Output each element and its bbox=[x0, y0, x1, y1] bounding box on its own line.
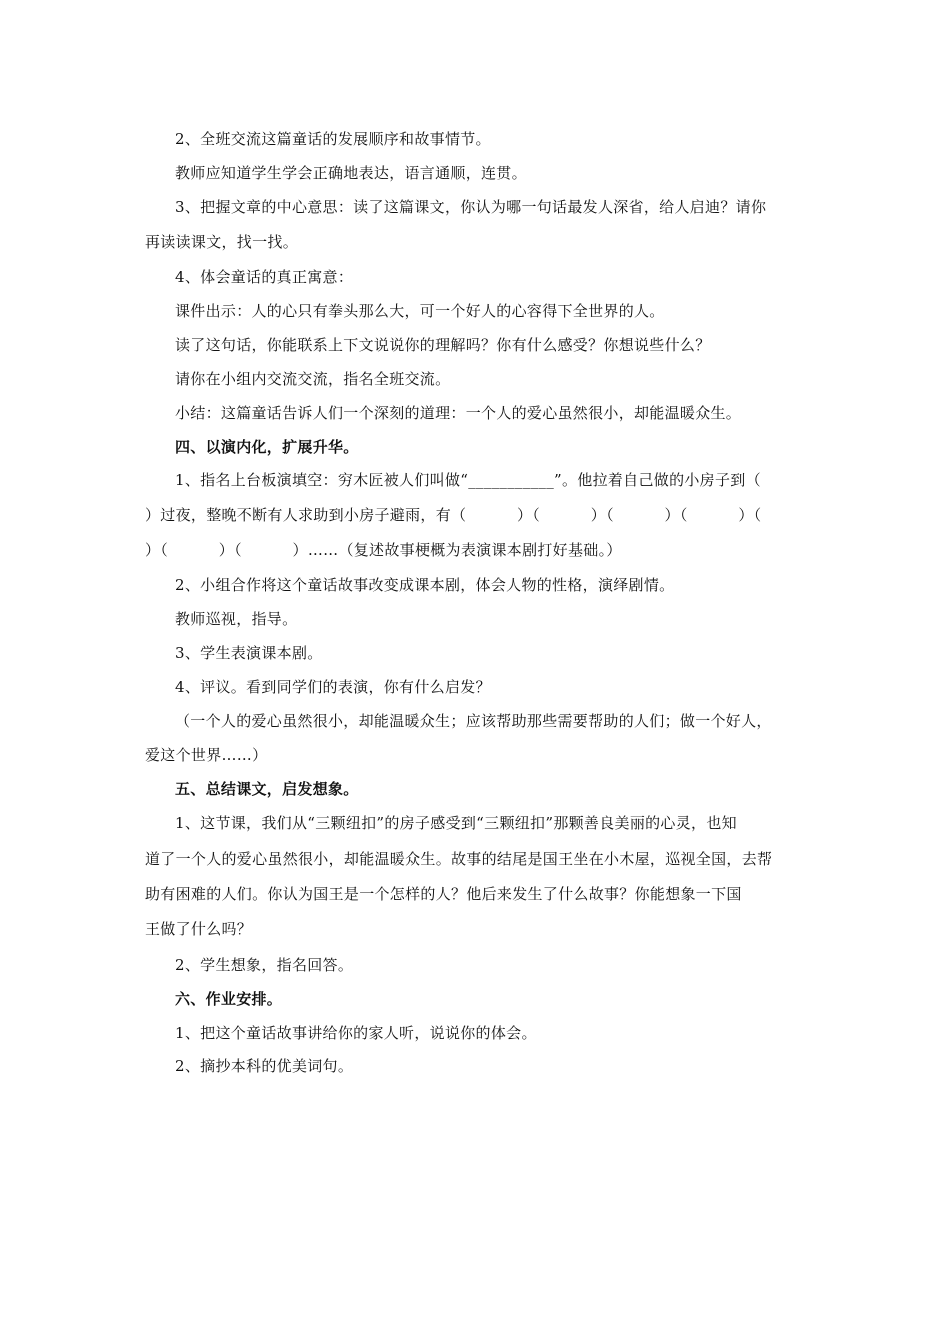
paragraph-line: 3、学生表演课本剧。 bbox=[175, 644, 323, 662]
paragraph-line: 爱这个世界……） bbox=[145, 746, 268, 764]
paragraph-line: 王做了什么吗？ bbox=[145, 920, 253, 938]
paragraph-line: （一个人的爱心虽然很小，却能温暖众生；应该帮助那些需要帮助的人们；做一个好人， bbox=[175, 712, 772, 730]
paragraph-line: 4、评议。看到同学们的表演，你有什么启发？ bbox=[175, 678, 491, 696]
paragraph-line: 教师应知道学生学会正确地表达，语言通顺，连贯。 bbox=[175, 164, 527, 182]
paragraph-line: 读了这句话，你能联系上下文说说你的理解吗？你有什么感受？你想说些什么？ bbox=[175, 336, 711, 354]
paragraph-line: 2、全班交流这篇童话的发展顺序和故事情节。 bbox=[175, 130, 491, 148]
section-heading: 五、总结课文，启发想象。 bbox=[175, 780, 359, 798]
paragraph-line: 小结：这篇童话告诉人们一个深刻的道理：一个人的爱心虽然很小，却能温暖众生。 bbox=[175, 404, 742, 422]
paragraph-line: 4、体会童话的真正寓意： bbox=[175, 268, 354, 286]
section-heading: 六、作业安排。 bbox=[175, 990, 283, 1008]
paragraph-line: ）（ ）（ ）……（复述故事梗概为表演课本剧打好基础。） bbox=[145, 541, 622, 559]
paragraph-line: 助有困难的人们。你认为国王是一个怎样的人？他后来发生了什么故事？你能想象一下国 bbox=[145, 885, 742, 903]
section-heading: 四、以演内化，扩展升华。 bbox=[175, 438, 359, 456]
paragraph-line: 2、小组合作将这个童话故事改变成课本剧，体会人物的性格，演绎剧情。 bbox=[175, 576, 675, 594]
paragraph-line: 教师巡视，指导。 bbox=[175, 610, 298, 628]
paragraph-line: 再读读课文，找一找。 bbox=[145, 233, 299, 251]
paragraph-line: 课件出示：人的心只有拳头那么大，可一个好人的心容得下全世界的人。 bbox=[175, 302, 665, 320]
paragraph-line: 道了一个人的爱心虽然很小，却能温暖众生。故事的结尾是国王坐在小木屋，巡视全国，去帮 bbox=[145, 850, 773, 868]
paragraph-line: 1、把这个童话故事讲给你的家人听，说说你的体会。 bbox=[175, 1024, 537, 1042]
paragraph-line: 1、这节课，我们从“三颗纽扣”的房子感受到“三颗纽扣”那颗善良美丽的心灵，也知 bbox=[175, 814, 737, 832]
paragraph-line: 1、指名上台板演填空：穷木匠被人们叫做“___________”。他拉着自己做的小房子到（ bbox=[175, 471, 761, 489]
paragraph-line: 2、摘抄本科的优美词句。 bbox=[175, 1057, 354, 1075]
paragraph-line: 2、学生想象，指名回答。 bbox=[175, 956, 354, 974]
paragraph-line: 请你在小组内交流交流，指名全班交流。 bbox=[175, 370, 451, 388]
paragraph-line: ）过夜，整晚不断有人求助到小房子避雨，有（ ）（ ）（ ）（ ）（ bbox=[145, 506, 762, 524]
paragraph-line: 3、把握文章的中心意思：读了这篇课文，你认为哪一句话最发人深省，给人启迪？请你 bbox=[175, 198, 767, 216]
